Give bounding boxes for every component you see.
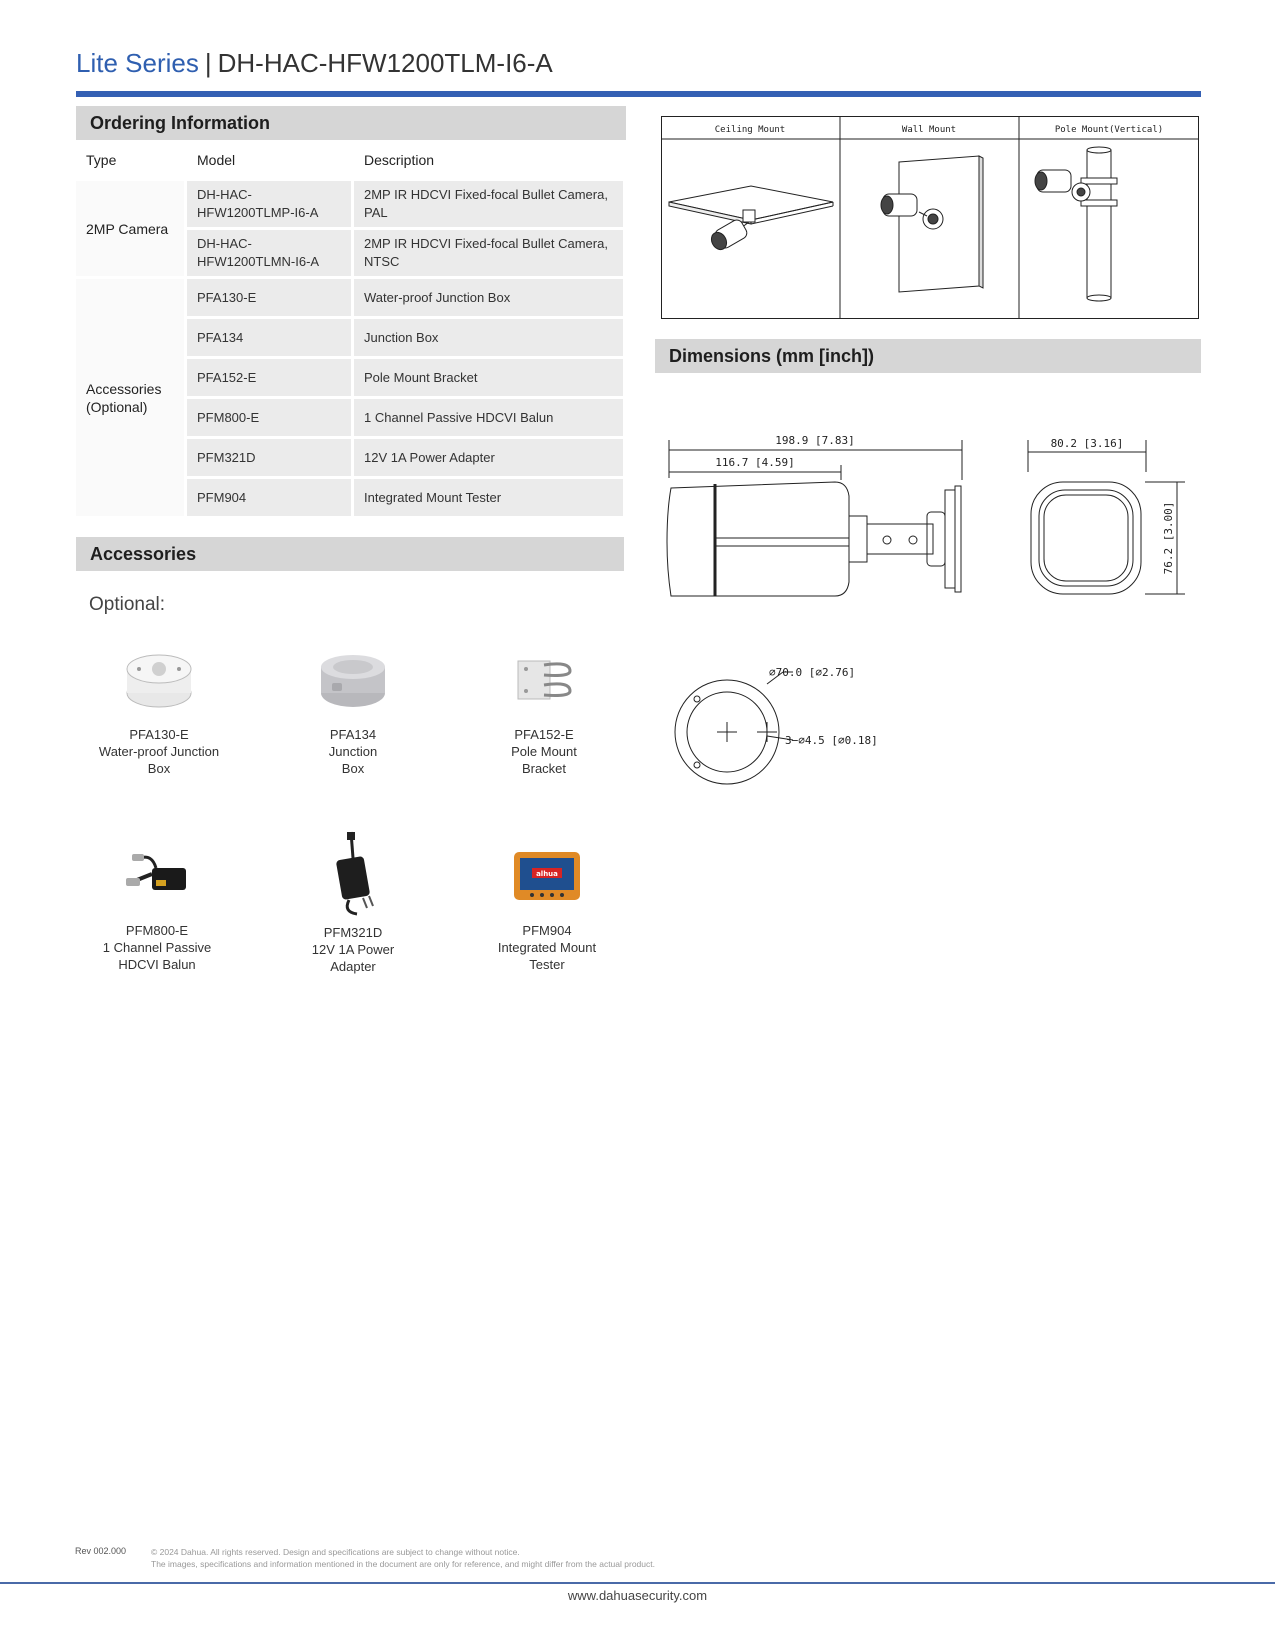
mount-options-figure [661, 116, 1199, 319]
accessory-card [462, 836, 632, 973]
legal-line: The images, specifications and information mentioned in the document are only for reference, and might differ from the actual product. [151, 1559, 655, 1569]
accessory-desc: 1 Channel Passive [102, 940, 212, 955]
mount-holes-label: 3−⌀4.5 [⌀0.18] [785, 734, 878, 747]
wall-mount-label: Wall Mount [901, 125, 957, 135]
accessory-card [74, 640, 244, 777]
accessory-desc: Box [147, 761, 171, 776]
accessory-desc: Tester [529, 957, 565, 972]
table-row [76, 181, 626, 230]
accessories-type-line: Accessories [86, 380, 162, 397]
column-header-model: Model [187, 142, 354, 181]
description-line: 2MP IR HDCVI Fixed-focal Bullet Camera, [364, 187, 608, 202]
description-line: PAL [364, 205, 388, 220]
model-cell: PFA130-E [187, 279, 354, 319]
table-row [76, 279, 626, 319]
balun-image [72, 836, 242, 916]
accessory-desc: Junction [328, 744, 378, 759]
accessories-section-header: Accessories [76, 537, 624, 571]
accessory-model: PFA130-E [129, 727, 189, 742]
ordering-section-header: Ordering Information [76, 106, 626, 140]
camera-type-cell: 2MP Camera [76, 181, 187, 279]
ceiling-mount-label: Ceiling Mount [714, 125, 786, 135]
model-cell: PFM904 [187, 479, 354, 519]
total-length-label: 198.9 [7.83] [775, 434, 855, 447]
website-link[interactable]: www.dahuasecurity.com [567, 1588, 708, 1603]
model-cell: PFM321D [187, 439, 354, 479]
accessory-card [72, 836, 242, 973]
accessories-type-cell [76, 279, 187, 519]
base-diameter-label: ⌀70.0 [⌀2.76] [769, 666, 856, 679]
description-cell: Integrated Mount Tester [354, 479, 626, 519]
description-cell [354, 230, 626, 279]
accessory-desc: Pole Mount [511, 744, 577, 759]
title-separator: | [204, 48, 212, 78]
body-length-label: 116.7 [4.59] [715, 456, 795, 469]
footer-divider [0, 1582, 1275, 1584]
optional-label: Optional: [89, 594, 166, 615]
pole-bracket-image [459, 640, 629, 720]
page-title [76, 48, 553, 79]
description-cell: Water-proof Junction Box [354, 279, 626, 319]
pole-mount-label: Pole Mount(Vertical) [1054, 125, 1164, 135]
description-cell: Junction Box [354, 319, 626, 359]
accessory-desc: Water-proof Junction [98, 744, 220, 759]
model-line: HFW1200TLMP-I6-A [197, 205, 319, 220]
tester-logo-text: alhua [536, 870, 558, 878]
model-cell [187, 181, 354, 230]
accessory-desc: 12V 1A Power [311, 942, 395, 957]
accessory-desc: Box [341, 761, 365, 776]
column-header-type: Type [76, 142, 187, 181]
power-adapter-image [268, 828, 438, 918]
model-line: DH-HAC- [197, 236, 252, 251]
width-label: 80.2 [3.16] [1050, 437, 1124, 450]
height-label: 76.2 [3.00] [1162, 501, 1175, 575]
model-name: DH-HAC-HFW1200TLM-I6-A [217, 48, 553, 78]
accessory-card [268, 828, 438, 975]
legal-line: © 2024 Dahua. All rights reserved. Design and specifications are subject to change without notice. [151, 1547, 520, 1557]
accessory-desc: Integrated Mount [497, 940, 597, 955]
table-header-row [76, 142, 626, 181]
accessory-card [268, 640, 438, 777]
series-name: Lite Series [76, 48, 199, 78]
model-cell: PFA152-E [187, 359, 354, 399]
model-cell: PFM800-E [187, 399, 354, 439]
description-cell [354, 181, 626, 230]
model-cell [187, 230, 354, 279]
accessory-model: PFA134 [329, 727, 377, 742]
description-cell: 1 Channel Passive HDCVI Balun [354, 399, 626, 439]
model-cell: PFA134 [187, 319, 354, 359]
accessory-model: PFM800-E [125, 923, 189, 938]
ordering-table [76, 142, 626, 519]
junction-box-image [268, 640, 438, 720]
legal-notice [151, 1546, 655, 1570]
accessory-desc: Adapter [330, 959, 376, 974]
dimensions-drawing [655, 420, 1215, 790]
description-line: NTSC [364, 254, 400, 269]
description-cell: Pole Mount Bracket [354, 359, 626, 399]
accessory-card [459, 640, 629, 777]
description-line: 2MP IR HDCVI Fixed-focal Bullet Camera, [364, 236, 608, 251]
header-divider [76, 91, 1201, 97]
accessory-desc: Bracket [521, 761, 567, 776]
model-line: HFW1200TLMN-I6-A [197, 254, 320, 269]
accessories-type-line: (Optional) [86, 398, 148, 415]
accessory-desc: HDCVI Balun [118, 957, 196, 972]
accessory-model: PFM904 [522, 923, 572, 938]
junction-box-image [74, 640, 244, 720]
revision-number: Rev 002.000 [75, 1546, 127, 1556]
column-header-description: Description [354, 142, 626, 181]
accessory-model: PFM321D [323, 925, 383, 940]
accessory-model: PFA152-E [514, 727, 574, 742]
description-cell: 12V 1A Power Adapter [354, 439, 626, 479]
mount-tester-image [462, 836, 632, 916]
dimensions-section-header: Dimensions (mm [inch]) [655, 339, 1201, 373]
model-line: DH-HAC- [197, 187, 252, 202]
